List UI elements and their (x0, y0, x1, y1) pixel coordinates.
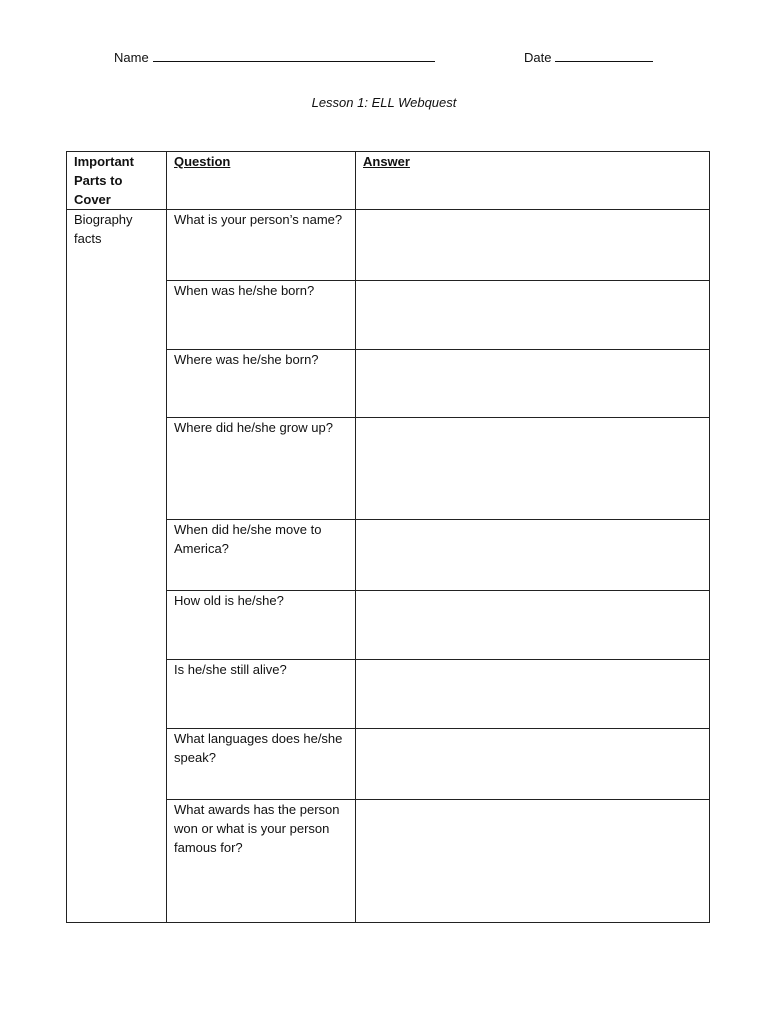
answer-cell[interactable] (356, 660, 710, 729)
answer-cell[interactable] (356, 591, 710, 660)
name-blank-line[interactable] (153, 47, 435, 62)
document-title: Lesson 1: ELL Webquest (311, 95, 457, 110)
answer-cell[interactable] (356, 800, 710, 923)
table-row (67, 210, 710, 281)
header-answer (356, 152, 710, 210)
question-cell: Is he/she still alive? (167, 660, 356, 729)
header-important-parts: Important Parts to Cover (67, 152, 167, 210)
question-cell: What languages does he/she speak? (167, 729, 356, 800)
question-cell: When was he/she born? (167, 281, 356, 350)
header-question-label: Question (174, 154, 231, 169)
question-cell: What awards has the person won or what is your person famous for? (167, 800, 356, 923)
name-label: Name (114, 50, 149, 65)
header-question (167, 152, 356, 210)
question-cell: Where was he/she born? (167, 350, 356, 418)
answer-cell[interactable] (356, 418, 710, 520)
answer-cell[interactable] (356, 210, 710, 281)
webquest-table (66, 151, 710, 923)
date-blank-line[interactable] (555, 47, 653, 62)
table-header-row (67, 152, 710, 210)
answer-cell[interactable] (356, 350, 710, 418)
question-cell: What is your person’s name? (167, 210, 356, 281)
date-field (524, 47, 653, 65)
answer-cell[interactable] (356, 729, 710, 800)
question-cell: Where did he/she grow up? (167, 418, 356, 520)
answer-cell[interactable] (356, 281, 710, 350)
header-answer-label: Answer (363, 154, 410, 169)
name-field (114, 47, 435, 65)
question-cell: How old is he/she? (167, 591, 356, 660)
header-line (0, 47, 768, 67)
answer-cell[interactable] (356, 520, 710, 591)
section-biography-facts: Biography facts (67, 210, 167, 923)
question-cell: When did he/she move to America? (167, 520, 356, 591)
date-label: Date (524, 50, 552, 65)
